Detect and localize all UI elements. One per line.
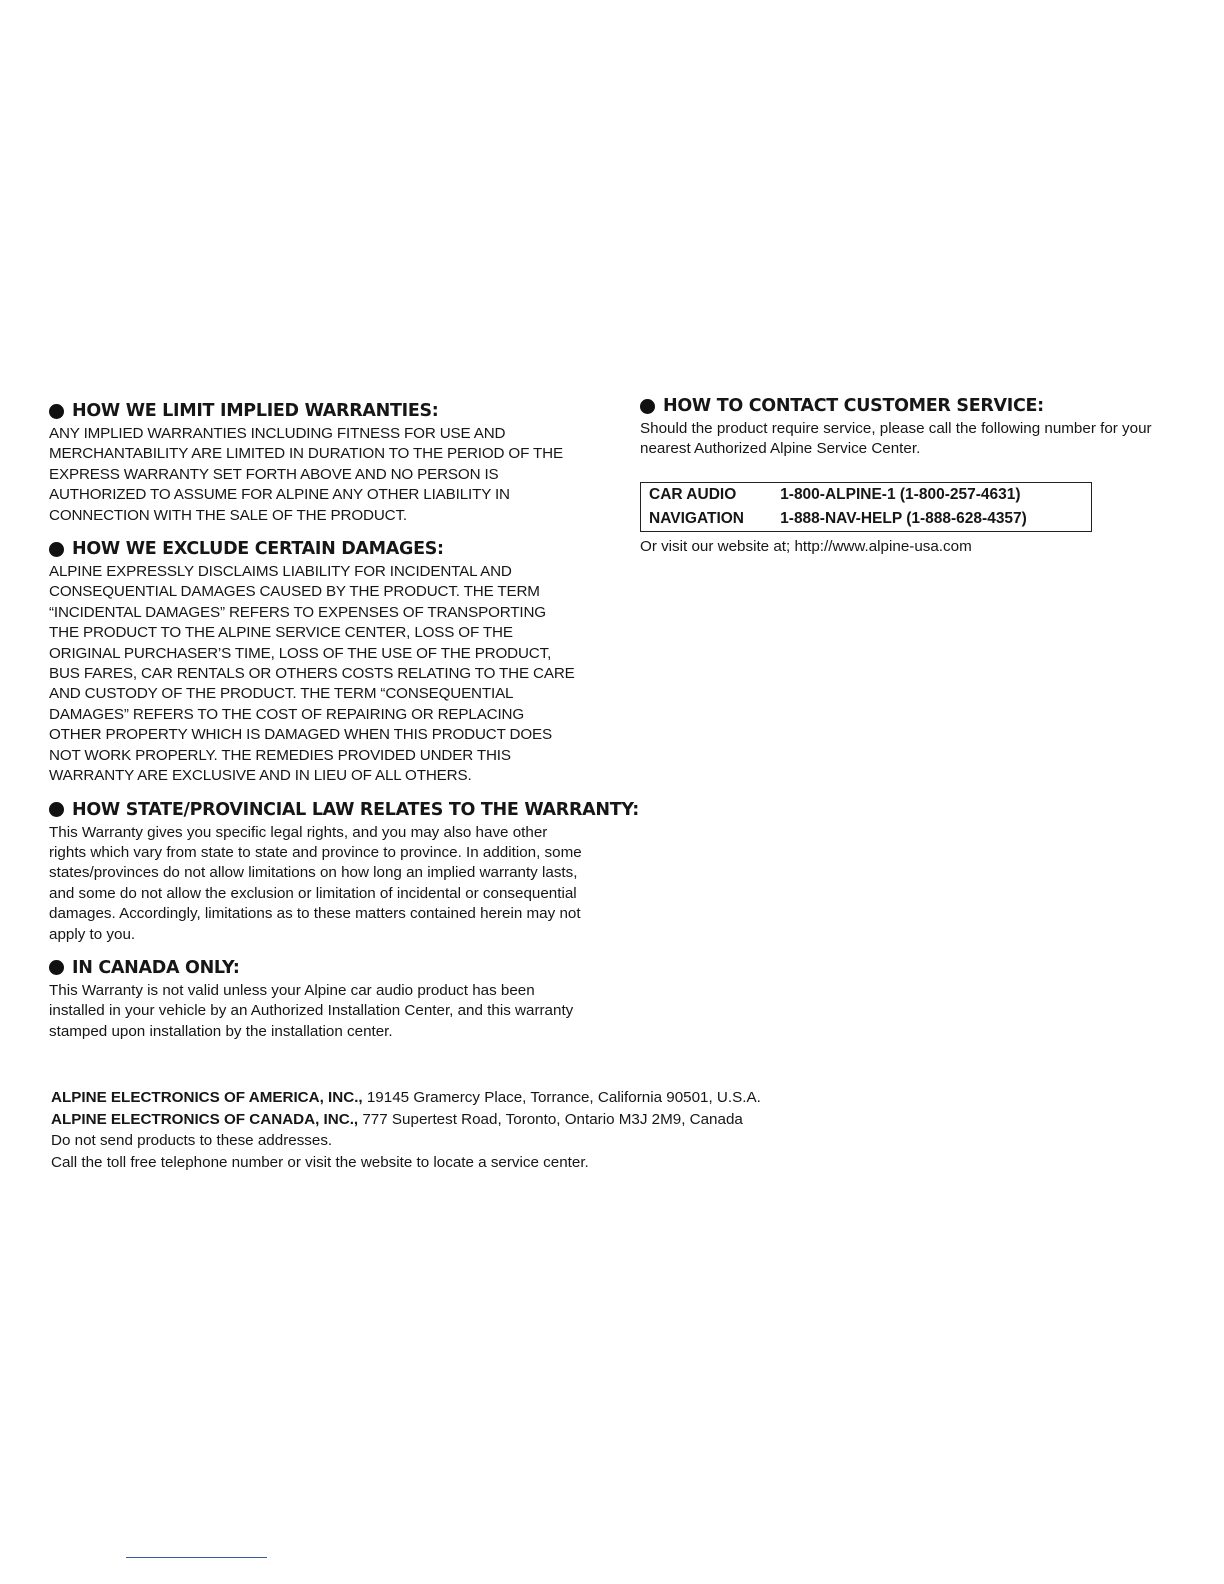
body-line: DAMAGES” REFERS TO THE COST OF REPAIRING OR REPLACING <box>49 705 525 723</box>
body-line: BUS FARES, CAR RENTALS OR OTHERS COSTS RELATING TO THE CARE <box>49 665 575 683</box>
body-line: AUTHORIZED TO ASSUME FOR ALPINE ANY OTHER LIABILITY IN <box>49 486 510 504</box>
body-line: MERCHANTABILITY ARE LIMITED IN DURATION TO THE PERIOD OF THE <box>49 445 563 463</box>
address-note: Call the toll free telephone number or visit the website to locate a service center. <box>51 1153 589 1171</box>
body-line: and some do not allow the exclusion or limitation of incidental or consequential <box>49 884 577 902</box>
table-row <box>641 507 1092 532</box>
service-label: CAR AUDIO <box>649 485 737 503</box>
section-contact-service <box>640 393 1185 557</box>
section-implied-warranties <box>49 398 614 526</box>
section-heading <box>640 393 1185 419</box>
bullet-icon <box>49 802 64 817</box>
body-line: stamped upon installation by the installation center. <box>49 1022 393 1040</box>
body-line: Should the product require service, please call the following number for your <box>640 420 1152 437</box>
bullet-icon <box>49 404 64 419</box>
right-column <box>640 393 1185 567</box>
us-company-name: ALPINE ELECTRONICS OF AMERICA, INC., <box>51 1089 363 1106</box>
address-note: Do not send products to these addresses. <box>51 1132 333 1149</box>
company-addresses <box>51 1087 951 1173</box>
section-body <box>49 823 614 945</box>
body-line: CONSEQUENTIAL DAMAGES CAUSED BY THE PRODUCT. THE TERM <box>49 583 540 601</box>
body-line: THE PRODUCT TO THE ALPINE SERVICE CENTER, LOSS OF THE <box>49 624 513 642</box>
section-body <box>49 562 614 786</box>
us-address-line <box>51 1087 951 1109</box>
section-heading <box>49 797 639 823</box>
service-label: NAVIGATION <box>649 509 745 527</box>
section-body <box>49 424 614 526</box>
section-state-law <box>49 797 639 945</box>
body-line: apply to you. <box>49 925 136 943</box>
section-body <box>640 419 1185 460</box>
ca-street-address: 777 Supertest Road, Toronto, Ontario M3J 2M9, Canada <box>358 1110 743 1128</box>
phone-number: 1-888-NAV-HELP (1-888-628-4357) <box>780 509 1027 527</box>
website-line: Or visit our website at; http://www.alpine-usa.com <box>640 537 972 555</box>
body-line: damages. Accordingly, limitations as to these matters contained herein may not <box>49 905 581 923</box>
section-canada-only <box>49 955 614 1042</box>
body-line: “INCIDENTAL DAMAGES” REFERS TO EXPENSES OF TRANSPORTING <box>49 603 546 621</box>
service-number-table <box>640 482 1092 532</box>
body-line: nearest Authorized Alpine Service Center. <box>640 440 921 458</box>
heading-text: HOW STATE/PROVINCIAL LAW RELATES TO THE WARRANTY: <box>72 799 639 820</box>
bullet-icon <box>640 399 655 414</box>
ca-company-name: ALPINE ELECTRONICS OF CANADA, INC., <box>51 1110 359 1128</box>
body-line: OTHER PROPERTY WHICH IS DAMAGED WHEN THIS PRODUCT DOES <box>49 726 552 744</box>
body-line: CONNECTION WITH THE SALE OF THE PRODUCT. <box>49 506 407 524</box>
left-column <box>49 398 639 1052</box>
phone-number: 1-800-ALPINE-1 (1-800-257-4631) <box>780 485 1021 503</box>
body-line: states/provinces do not allow limitations on how long an implied warranty lasts, <box>49 864 578 882</box>
section-heading <box>49 536 614 562</box>
heading-text: IN CANADA ONLY: <box>72 957 240 978</box>
body-line: NOT WORK PROPERLY. THE REMEDIES PROVIDED UNDER THIS <box>49 746 511 764</box>
body-line: AND CUSTODY OF THE PRODUCT. THE TERM “CONSEQUENTIAL <box>49 685 514 703</box>
bullet-icon <box>49 542 64 557</box>
body-line: EXPRESS WARRANTY SET FORTH ABOVE AND NO PERSON IS <box>49 465 499 483</box>
us-street-address: 19145 Gramercy Place, Torrance, California 90501, U.S.A. <box>362 1089 761 1106</box>
ca-address-line <box>51 1109 951 1131</box>
table-row <box>641 482 1092 507</box>
body-line: ANY IMPLIED WARRANTIES INCLUDING FITNESS FOR USE AND <box>49 425 506 442</box>
heading-text: HOW TO CONTACT CUSTOMER SERVICE: <box>663 396 1044 416</box>
section-body <box>49 981 614 1042</box>
body-line: This Warranty is not valid unless your Alpine car audio product has been <box>49 981 535 999</box>
body-line: rights which vary from state to state and province to province. In addition, some <box>49 843 582 861</box>
footer-rule <box>126 1557 267 1558</box>
section-exclude-damages <box>49 536 614 786</box>
body-line: ORIGINAL PURCHASER’S TIME, LOSS OF THE USE OF THE PRODUCT, <box>49 644 552 662</box>
body-line: This Warranty gives you specific legal rights, and you may also have other <box>49 823 548 841</box>
section-heading <box>49 955 614 981</box>
heading-text: HOW WE EXCLUDE CERTAIN DAMAGES: <box>72 539 444 560</box>
body-line: WARRANTY ARE EXCLUSIVE AND IN LIEU OF ALL OTHERS. <box>49 767 472 785</box>
section-heading <box>49 398 614 424</box>
bullet-icon <box>49 960 64 975</box>
heading-text: HOW WE LIMIT IMPLIED WARRANTIES: <box>72 401 439 421</box>
body-line: ALPINE EXPRESSLY DISCLAIMS LIABILITY FOR INCIDENTAL AND <box>49 563 512 581</box>
body-line: installed in your vehicle by an Authorized Installation Center, and this warranty <box>49 1002 574 1020</box>
